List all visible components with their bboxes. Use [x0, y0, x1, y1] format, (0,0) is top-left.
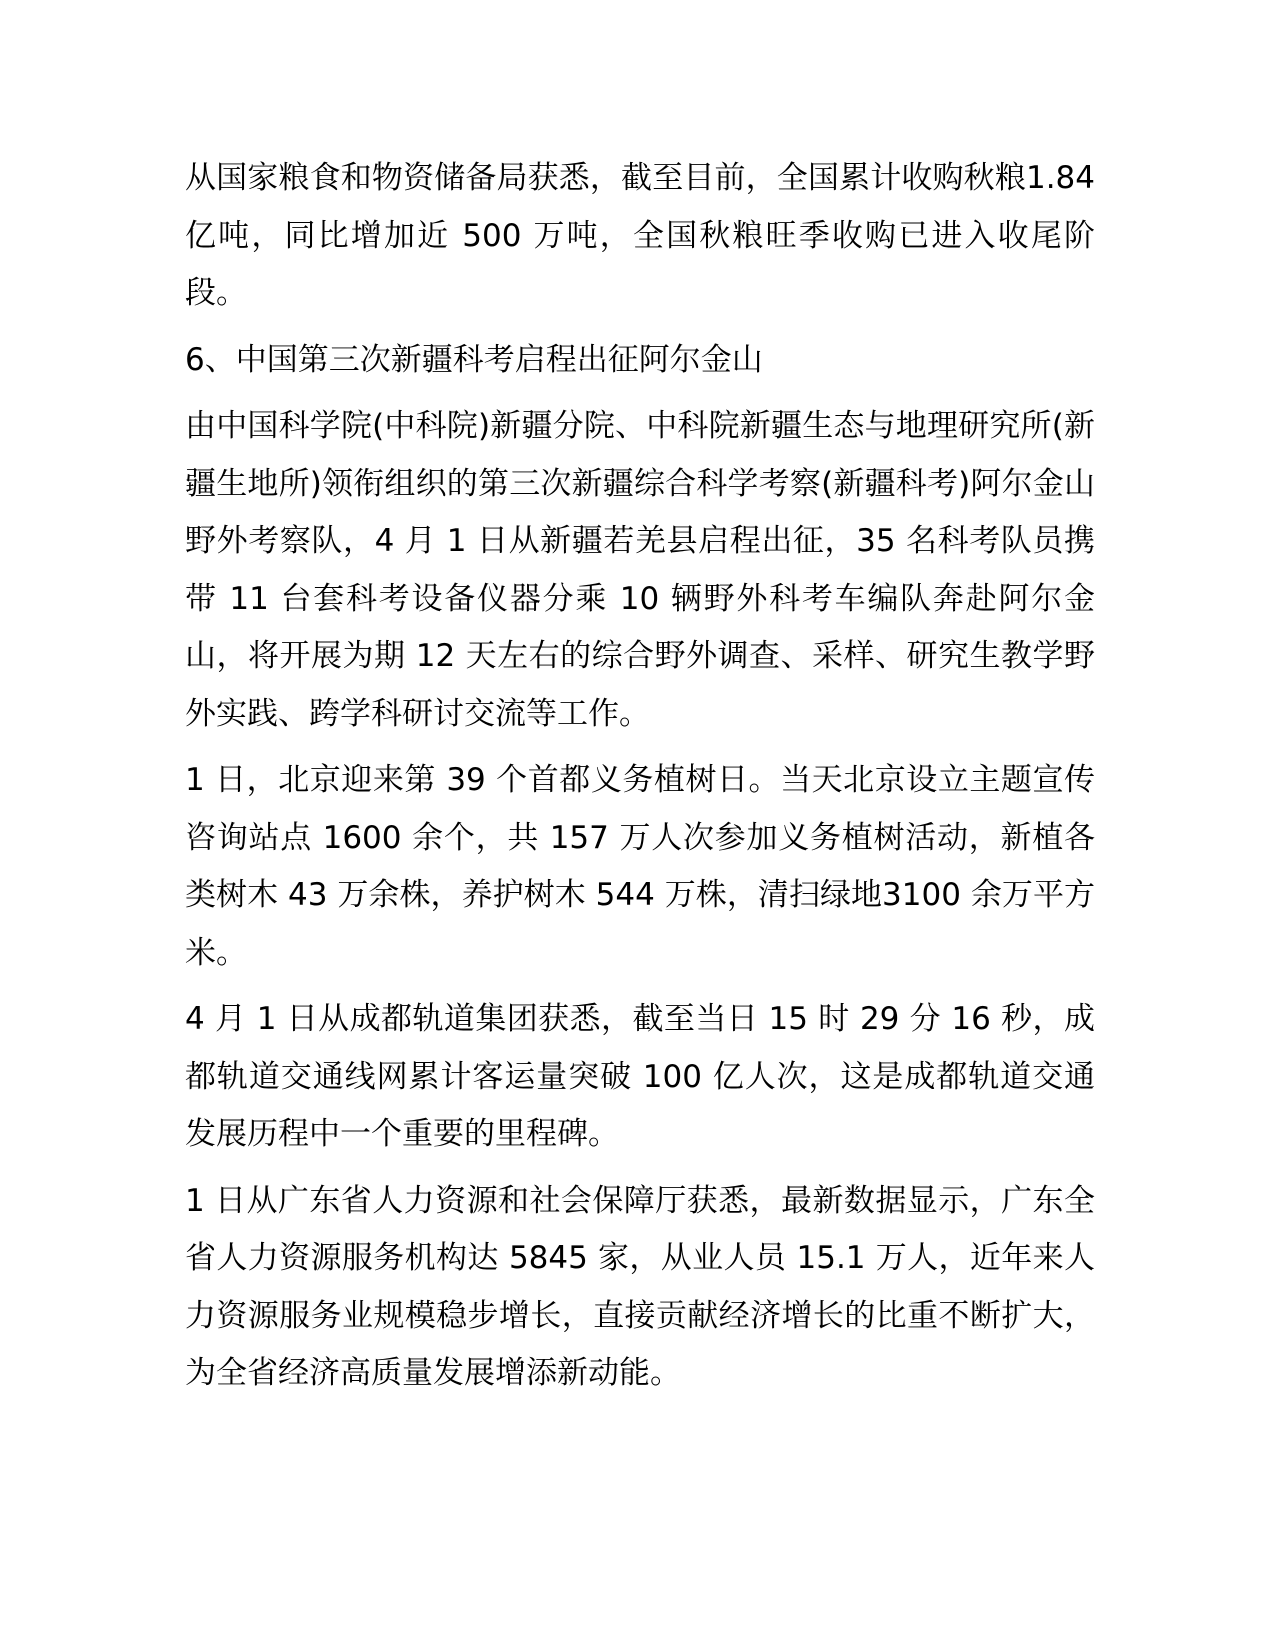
- paragraph-chengdu-metro: 4 月 1 日从成都轨道集团获悉，截至当日 15 时 29 分 16 秒，成都轨道交通线网累计客运量突破 100 亿人次，这是成都轨道交通发展历程中一个重要的里程碑。: [185, 1001, 1095, 1152]
- paragraph-xinjiang-expedition: 由中国科学院(中科院)新疆分院、中科院新疆生态与地理研究所(新疆生地所)领衔组织的第三次新疆综合科学考察(新疆科考)阿尔金山野外考察队，4 月 1 日从新疆若羌县启程出征，35 名科考队员携带 11 台套科考设备仪器分乘 10 辆野外科考车编队奔赴阿尔金山，将开展为期 12 天左右的综合野外调查、采样、研究生教学野外实践、跨学科研讨交流等工作。: [185, 408, 1095, 732]
- paragraph-beijing-tree-planting: 1 日，北京迎来第 39 个首都义务植树日。当天北京设立主题宣传咨询站点 1600 余个，共 157 万人次参加义务植树活动，新植各类树木 43 万余株，养护树木 544 万株，清扫绿地3100 余万平方米。: [185, 762, 1095, 971]
- document-body: [185, 150, 1095, 1412]
- paragraph-autumn-grain: 从国家粮食和物资储备局获悉，截至目前，全国累计收购秋粮1.84 亿吨，同比增加近 500 万吨，全国秋粮旺季收购已进入收尾阶段。: [185, 160, 1095, 311]
- section-heading-xinjiang-expedition: 6、中国第三次新疆科考启程出征阿尔金山: [185, 341, 763, 378]
- paragraph-guangdong-hr: 1 日从广东省人力资源和社会保障厅获悉，最新数据显示，广东全省人力资源服务机构达 5845 家，从业人员 15.1 万人，近年来人力资源服务业规模稳步增长，直接贡献经济增长的比重不断扩大，为全省经济高质量发展增添新动能。: [185, 1182, 1095, 1391]
